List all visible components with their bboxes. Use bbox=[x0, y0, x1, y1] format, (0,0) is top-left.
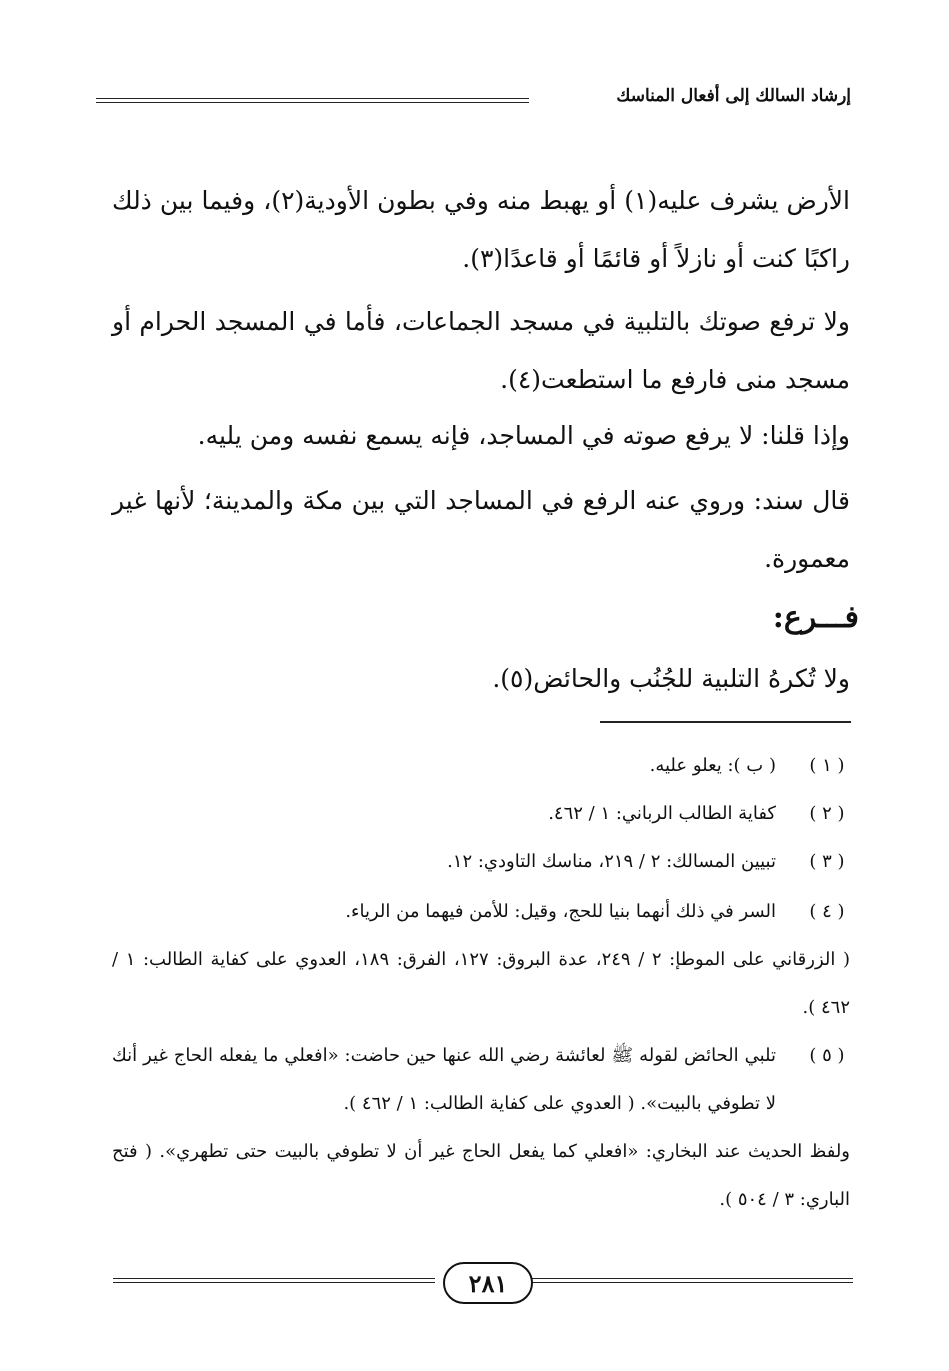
footnote-number: ( ١ ) bbox=[809, 755, 845, 776]
paragraph-5: ولا تُكرهُ التلبية للجُنُب والحائض(٥). bbox=[492, 664, 850, 693]
footnote-text: ( ب ): يعلو عليه. bbox=[649, 755, 776, 776]
footnote-number: ( ٤ ) bbox=[809, 901, 845, 922]
page-footer bbox=[113, 1262, 853, 1310]
footnote-text-continued: ( الزرقاني على الموطإ: ٢ / ٢٤٩، عدة البروق: ١٢٧، الفرق: ١٨٩، العدوي على كفاية الطالب: ١ / ٤٦٢ ). bbox=[112, 949, 851, 1018]
footnote-text: تلبي الحائض لقوله ﷺ لعائشة رضي الله عنها حين حاضت: «افعلي ما يفعله الحاج غير أنك لا تطوفي بالبيت». ( العدوي على كفاية الطالب: ١ / ٤٦٢ ). bbox=[112, 1045, 776, 1114]
running-header bbox=[96, 82, 851, 116]
header-rule bbox=[96, 98, 529, 103]
footnote-text: السر في ذلك أنهما بنيا للحج، وقيل: للأمن فيهما من الرياء. bbox=[345, 901, 776, 922]
footnote-text: تبيين المسالك: ٢ / ٢١٩، مناسك التاودي: ١٢. bbox=[447, 851, 776, 872]
footnote-3 bbox=[112, 838, 850, 886]
footnote-text-continued: ولفظ الحديث عند البخاري: «افعلي كما يفعل الحاج غير أن لا تطوفي بالبيت حتى تطهري». ( فتح الباري: ٣ / ٥٠٤ ). bbox=[112, 1141, 850, 1210]
footnote-5 bbox=[112, 1032, 850, 1224]
footnote-separator bbox=[600, 721, 851, 723]
paragraph-3: وإذا قلنا: لا يرفع صوته في المساجد، فإنه يسمع نفسه ومن يليه. bbox=[197, 421, 850, 450]
paragraph-1: الأرض يشرف عليه(١) أو يهبط منه وفي بطون الأودية(٢)، وفيما بين ذلك راكبًا كنت أو نازلاً أو قائمًا أو قاعدًا(٣). bbox=[112, 186, 851, 273]
footnote-2 bbox=[112, 790, 850, 838]
footnote-number: ( ٢ ) bbox=[809, 803, 845, 824]
paragraph-4: قال سند: وروي عنه الرفع في المساجد التي بين مكة والمدينة؛ لأنها غير معمورة. bbox=[112, 486, 850, 573]
footer-rule-right bbox=[527, 1278, 853, 1283]
footnote-4 bbox=[112, 888, 850, 1032]
paragraph-2: ولا ترفع صوتك بالتلبية في مسجد الجماعات، فأما في المسجد الحرام أو مسجد منى فارفع ما استطعت(٤). bbox=[112, 307, 850, 394]
footer-rule-left bbox=[113, 1278, 435, 1283]
footnote-number: ( ٣ ) bbox=[809, 851, 845, 872]
header-title: إرشاد السالك إلى أفعال المناسك bbox=[616, 86, 851, 106]
footnote-1 bbox=[112, 742, 850, 790]
footnote-number: ( ٥ ) bbox=[809, 1045, 845, 1066]
footnote-text: كفاية الطالب الرباني: ١ / ٤٦٢. bbox=[548, 803, 776, 824]
page-number: ٢٨١ bbox=[443, 1262, 533, 1304]
section-heading: فـــرع: bbox=[772, 600, 859, 635]
